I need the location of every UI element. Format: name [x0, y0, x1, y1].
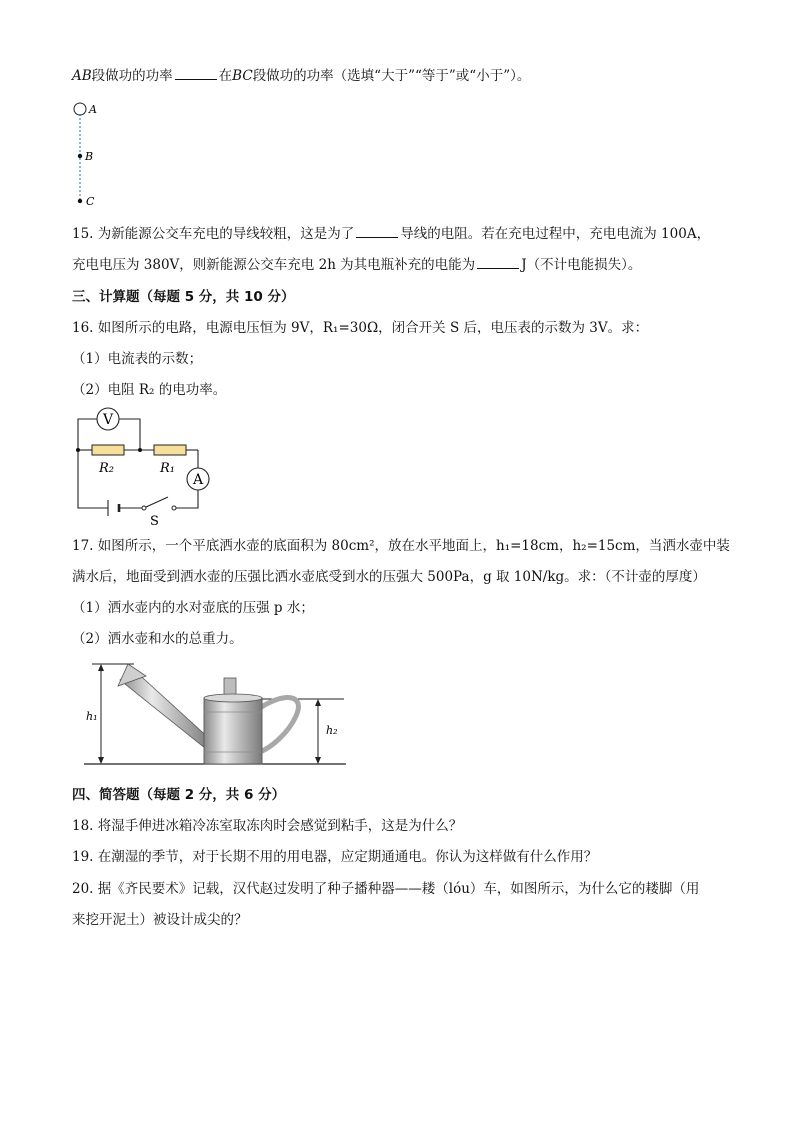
q14-text-b: 在: [218, 68, 233, 84]
h2-arrowhead-bottom: [315, 757, 321, 764]
q14-ab: AB: [72, 68, 92, 84]
q14-text-a: 段做功的功率: [91, 68, 173, 84]
can-rim: [204, 694, 262, 702]
q20-line2: 来挖开泥土）被设计成尖的？: [72, 912, 248, 928]
q15-line1: [72, 224, 710, 244]
q17-sub2: （2）洒水壶和水的总重力。: [72, 631, 243, 647]
circuit-diagram: [68, 404, 228, 528]
falling-ball-figure: [70, 100, 110, 212]
q20-line1: 20. 据《齐民要术》记载，汉代赵过发明了种子播种器——耧（lóu）车，如图所示，为什么它的耧脚（用: [72, 881, 700, 897]
r1-label: R₁: [160, 461, 175, 476]
q14-blank[interactable]: [175, 66, 217, 80]
h1-arrowhead-bottom: [98, 757, 104, 764]
switch-label: S: [150, 514, 159, 528]
q14-bc: BC: [232, 68, 253, 84]
q15-text-b: 导线的电阻。若在充电过程中，充电电流为 100A，: [400, 226, 711, 242]
can-body: [204, 698, 262, 764]
section3-title: 三、计算题（每题 5 分，共 10 分）: [72, 289, 295, 305]
switch-terminal-right: [172, 506, 176, 510]
section4-title: 四、简答题（每题 2 分，共 6 分）: [72, 787, 286, 803]
q17-sub1: （1）洒水壶内的水对壶底的压强 p 水；: [72, 600, 314, 616]
resistor-r1: [154, 445, 186, 455]
q16-sub2: （2）电阻 R₂ 的电功率。: [72, 382, 227, 398]
ammeter-label: A: [193, 472, 204, 488]
h2-arrowhead-top: [315, 699, 321, 706]
junction-mid: [138, 448, 142, 452]
resistor-r2: [92, 445, 124, 455]
junction-left: [76, 448, 80, 452]
h1-arrowhead-top: [98, 664, 104, 671]
q15-blank-2[interactable]: [477, 255, 519, 269]
voltmeter-label: V: [103, 412, 114, 428]
watering-can-figure: [74, 654, 354, 772]
q15-text-a: 15. 为新能源公交车充电的导线较粗，这是为了: [72, 226, 355, 242]
r2-label: R₂: [99, 461, 114, 476]
q19-text: 19. 在潮湿的季节，对于长期不用的用电器，应定期通通电。你认为这样做有什么作用？: [72, 849, 598, 865]
switch-lever: [146, 497, 168, 507]
q16-sub1: （1）电流表的示数；: [72, 351, 203, 367]
q15-line2: [72, 255, 641, 275]
q15-text-d: J（不计电能损失）。: [521, 257, 642, 273]
point-c: [78, 199, 82, 203]
h2-label: h₂: [326, 724, 338, 737]
can-handle: [260, 698, 298, 752]
point-b: [78, 154, 82, 158]
q17-line1: 17. 如图所示，一个平底洒水壶的底面积为 80cm²，放在水平地面上，h₁=18cm，h₂=15cm，当洒水壶中装: [72, 538, 730, 554]
switch-terminal-left: [142, 506, 146, 510]
h1-label: h₁: [86, 710, 98, 723]
q15-blank-1[interactable]: [356, 224, 398, 238]
q18-text: 18. 将湿手伸进冰箱冷冻室取冻肉时会感觉到粘手，这是为什么？: [72, 818, 463, 834]
spout: [120, 670, 211, 748]
label-c: C: [86, 195, 95, 208]
q16-stem: 16. 如图所示的电路，电源电压恒为 9V，R₁=30Ω，闭合开关 S 后，电压表的示数为 3V。求：: [72, 320, 649, 336]
label-b: B: [85, 150, 94, 163]
q14-text-c: 段做功的功率（选填“大于”“等于”或“小于”）。: [252, 68, 531, 84]
label-a: A: [89, 103, 97, 116]
q17-line2: 满水后，地面受到洒水壶的压强比洒水壶底受到水的压强大 500Pa，g 取 10N/kg。求：（不计壶的厚度）: [72, 569, 706, 585]
ball-icon: [74, 103, 86, 115]
q14-text: [72, 66, 530, 86]
q15-text-c: 充电电压为 380V，则新能源公交车充电 2h 为其电瓶补充的电能为: [72, 257, 476, 273]
